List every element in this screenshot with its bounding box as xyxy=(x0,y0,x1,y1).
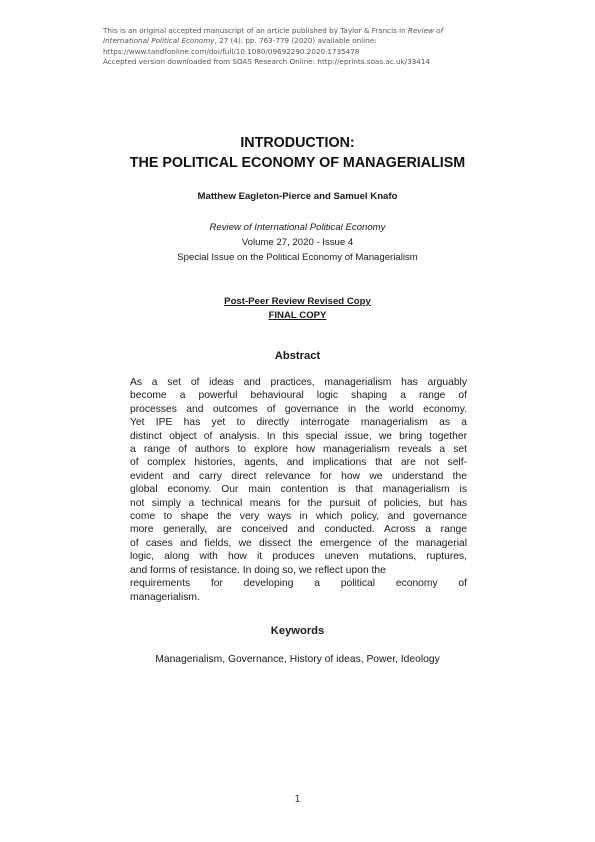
journal-name: Review of International Political Economy xyxy=(209,222,386,233)
header-note-repository: Accepted version downloaded from SOAS Research Online: http://eprints.soas.ac.uk/33414 xyxy=(103,57,430,67)
abstract-heading: Abstract xyxy=(274,350,321,362)
abstract-line: Yet IPE has yet to directly interrogate managerialism as a xyxy=(130,417,467,429)
header-note-line-2: International Political Economy, 27 (4). pp. 763-779 (2020) available online: xyxy=(103,36,377,46)
abstract-body xyxy=(130,376,467,604)
header-note-journal-part-2: International Political Economy xyxy=(103,36,215,46)
page-number: 1 xyxy=(294,794,301,805)
abstract-line: requirements for developing a political economy of xyxy=(130,578,467,590)
abstract-line: of complex histories, agents, and implications that are not self- xyxy=(130,457,467,469)
abstract-line: of cases and fields, we dissect the emergence of the managerial xyxy=(130,537,467,549)
keywords-list: Managerialism, Governance, History of ideas, Power, Ideology xyxy=(155,654,440,665)
paper-title-line-2: THE POLITICAL ECONOMY OF MANAGERIALISM xyxy=(129,155,466,171)
paper-title xyxy=(0,133,595,173)
header-note-journal-part-1: Review of xyxy=(407,26,444,35)
keywords-heading: Keywords xyxy=(270,625,325,637)
abstract-line: logic, along with how it produces uneven mutations, ruptures, xyxy=(130,551,467,563)
paper-title-line-1: INTRODUCTION: xyxy=(240,135,355,151)
header-note-line-1: This is an original accepted manuscript of an article published by Taylor & Francis in Review of xyxy=(103,26,444,35)
abstract-line: As a set of ideas and practices, managerialism has arguably xyxy=(130,377,467,388)
abstract-line: processes and outcomes of governance in the world economy. xyxy=(130,403,467,415)
header-note xyxy=(103,26,463,68)
abstract-line: evident and carry direct relevance for how we understand the xyxy=(130,470,467,482)
copy-status-line-2: FINAL COPY xyxy=(268,310,327,321)
authors: Matthew Eagleton-Pierce and Samuel Knafo xyxy=(197,191,398,202)
journal-special-issue: Special Issue on the Political Economy of Managerialism xyxy=(177,252,418,263)
abstract-line: not simply a technical means for the pursuit of policies, but has xyxy=(130,497,467,509)
header-note-doi-link[interactable]: https://www.tandfonline.com/doi/full/10.1080/09692290.2020.1735478 xyxy=(103,46,360,56)
abstract-line: more generally, are conceived and conducted. Across a range xyxy=(130,524,467,536)
abstract-line: distinct object of analysis. In this special issue, we bring together xyxy=(130,430,467,442)
abstract-line: a range of authors to explore how managerialism reveals a set xyxy=(130,444,467,456)
journal-info xyxy=(0,220,595,265)
copy-status xyxy=(0,295,595,323)
journal-volume: Volume 27, 2020 - Issue 4 xyxy=(241,237,354,248)
abstract-line: become a powerful behavioural logic shaping a range of xyxy=(130,390,467,402)
abstract-line: managerialism. xyxy=(130,591,200,603)
copy-status-line-1: Post-Peer Review Revised Copy xyxy=(224,296,371,307)
abstract-line: and forms of resistance. In doing so, we reflect upon the xyxy=(130,564,386,576)
abstract-line: global economy. Our main contention is that managerialism is xyxy=(130,484,467,496)
abstract-line: come to shape the very ways in which policy, and governance xyxy=(130,511,467,523)
